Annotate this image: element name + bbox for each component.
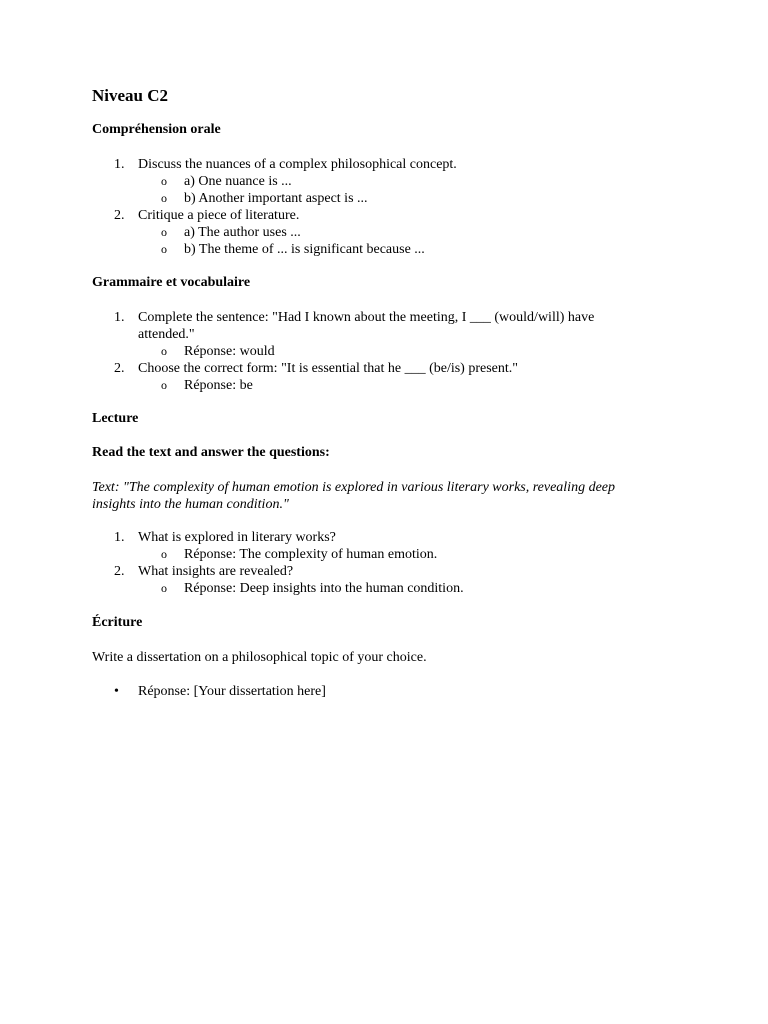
sub-bullet-icon: o xyxy=(161,547,167,561)
list-item-text: Critique a piece of literature. xyxy=(138,208,300,223)
ecriture-list xyxy=(92,683,692,700)
section-heading-comprehension: Compréhension orale xyxy=(92,122,221,137)
list-item-text: Choose the correct form: "It is essential that he ___ (be/is) present." xyxy=(138,361,518,376)
sub-item-text: Réponse: The complexity of human emotion. xyxy=(184,547,438,562)
sub-list-item xyxy=(92,173,692,190)
comprehension-list xyxy=(92,156,692,258)
list-number: 1. xyxy=(114,157,125,172)
list-item-text: What is explored in literary works? xyxy=(138,530,336,545)
list-number: 2. xyxy=(114,208,125,223)
sub-list-item xyxy=(92,377,692,394)
sub-item-text: Réponse: Deep insights into the human condition. xyxy=(184,581,464,596)
sub-item-text: Réponse: would xyxy=(184,344,275,359)
section-heading-grammaire: Grammaire et vocabulaire xyxy=(92,275,251,290)
list-item xyxy=(92,207,692,224)
lecture-passage-line: Text: "The complexity of human emotion is explored in various literary works, revealing deep xyxy=(92,480,616,495)
list-item-text: Discuss the nuances of a complex philosophical concept. xyxy=(138,157,457,172)
list-number: 1. xyxy=(114,310,125,325)
grammaire-list xyxy=(92,309,692,394)
lecture-list xyxy=(92,529,692,597)
list-number: 1. xyxy=(114,530,125,545)
sub-bullet-icon: o xyxy=(161,242,167,256)
list-item xyxy=(92,683,692,700)
list-number: 2. xyxy=(114,361,125,376)
list-item-text: What insights are revealed? xyxy=(138,564,294,579)
sub-item-text: b) Another important aspect is ... xyxy=(184,191,368,206)
list-number: 2. xyxy=(114,564,125,579)
sub-bullet-icon: o xyxy=(161,344,167,358)
bullet-icon: • xyxy=(114,684,119,699)
ecriture-answer: Réponse: [Your dissertation here] xyxy=(138,684,326,699)
ecriture-instruction: Write a dissertation on a philosophical topic of your choice. xyxy=(92,650,427,665)
list-item xyxy=(92,529,692,546)
lecture-passage xyxy=(92,479,692,513)
list-item xyxy=(92,563,692,580)
sub-bullet-icon: o xyxy=(161,174,167,188)
lecture-instruction: Read the text and answer the questions: xyxy=(92,445,330,460)
list-item-text: Complete the sentence: "Had I known about the meeting, I ___ (would/will) have xyxy=(138,310,595,325)
sub-bullet-icon: o xyxy=(161,581,167,595)
sub-item-text: b) The theme of ... is significant because ... xyxy=(184,242,425,257)
list-item xyxy=(92,360,692,377)
sub-list-item xyxy=(92,343,692,360)
section-heading-ecriture: Écriture xyxy=(92,615,143,630)
sub-list-item xyxy=(92,190,692,207)
sub-item-text: a) One nuance is ... xyxy=(184,174,292,189)
sub-list-item xyxy=(92,580,692,597)
sub-bullet-icon: o xyxy=(161,191,167,205)
sub-bullet-icon: o xyxy=(161,225,167,239)
lecture-passage-line: insights into the human condition." xyxy=(92,497,289,512)
sub-list-item xyxy=(92,546,692,563)
list-item xyxy=(92,156,692,173)
section-heading-lecture: Lecture xyxy=(92,411,139,426)
sub-list-item xyxy=(92,224,692,241)
sub-item-text: a) The author uses ... xyxy=(184,225,301,240)
sub-list-item xyxy=(92,241,692,258)
document-title: Niveau C2 xyxy=(92,86,169,105)
sub-item-text: Réponse: be xyxy=(184,378,253,393)
list-item xyxy=(92,309,692,343)
sub-bullet-icon: o xyxy=(161,378,167,392)
list-item-text-continued: attended." xyxy=(138,327,195,342)
